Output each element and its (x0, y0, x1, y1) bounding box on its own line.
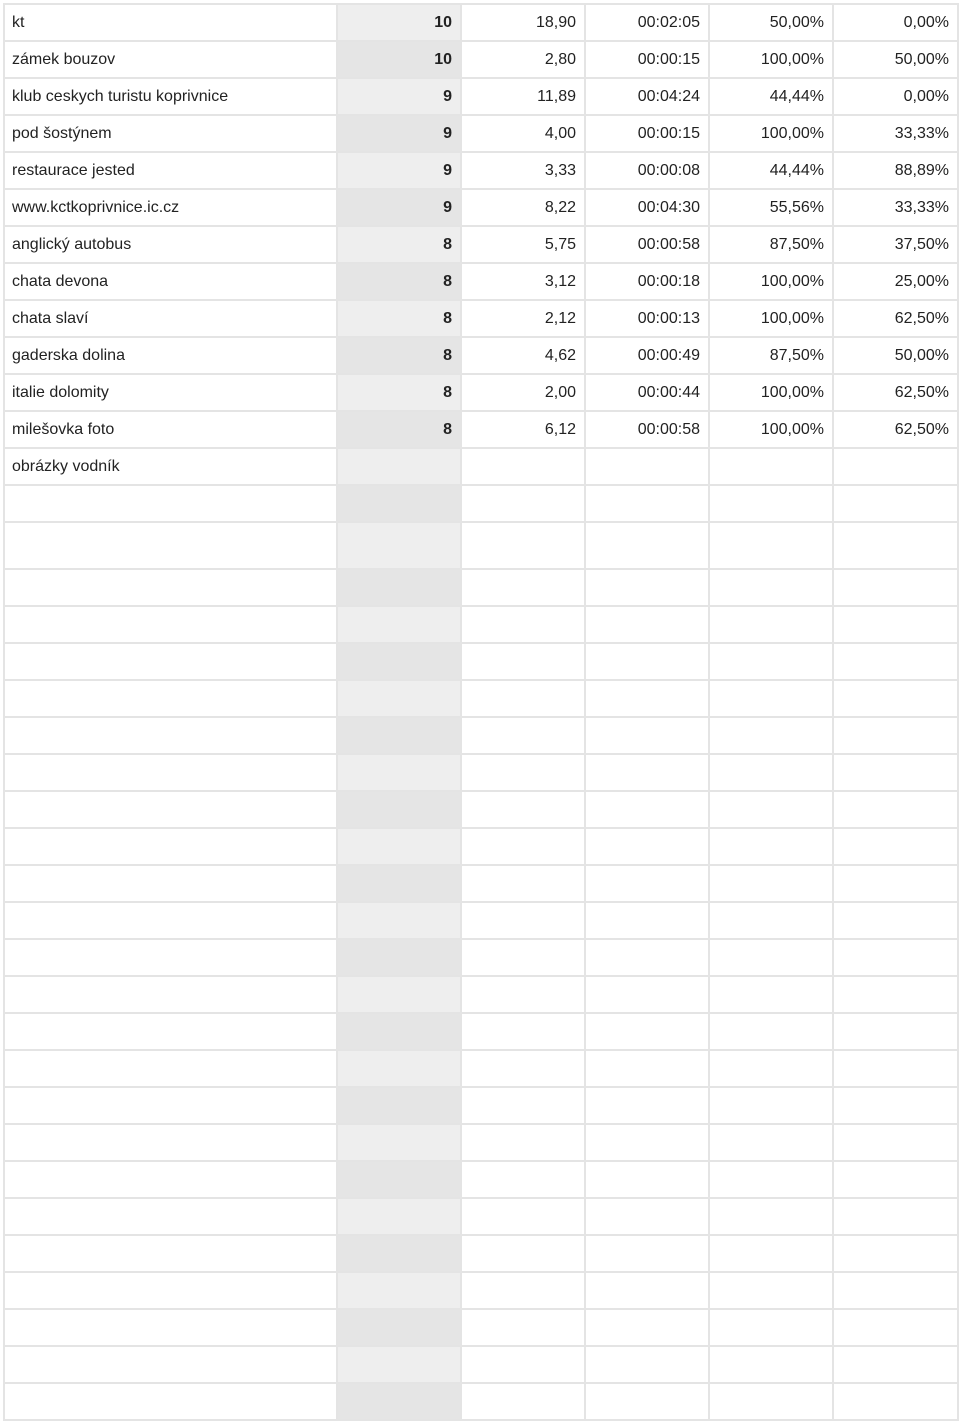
pages-per-visit-cell: 11,89 (461, 78, 585, 115)
empty-row (4, 680, 958, 717)
empty-cell (833, 643, 958, 680)
visits-cell: 9 (337, 78, 461, 115)
empty-cell (585, 865, 709, 902)
empty-row (4, 485, 958, 522)
empty-row (4, 1309, 958, 1346)
empty-cell (833, 1013, 958, 1050)
empty-cell (709, 1272, 833, 1309)
empty-cell (461, 1198, 585, 1235)
empty-row (4, 976, 958, 1013)
keyword-cell: pod šostýnem (4, 115, 337, 152)
empty-row (4, 606, 958, 643)
empty-cell (709, 754, 833, 791)
empty-row (4, 1050, 958, 1087)
empty-cell (461, 828, 585, 865)
pages-per-visit-cell: 6,12 (461, 411, 585, 448)
empty-cell (585, 1235, 709, 1272)
empty-cell (833, 522, 958, 569)
empty-cell (709, 1087, 833, 1124)
empty-row (4, 939, 958, 976)
empty-cell (461, 1235, 585, 1272)
empty-cell (4, 606, 337, 643)
table-row (4, 300, 958, 337)
empty-cell (4, 1383, 337, 1420)
empty-cell (337, 522, 461, 569)
empty-cell (709, 1346, 833, 1383)
empty-cell (4, 828, 337, 865)
visits-cell: 8 (337, 300, 461, 337)
empty-cell (337, 717, 461, 754)
new-visits-cell: 100,00% (709, 300, 833, 337)
table-row (4, 152, 958, 189)
empty-cell (337, 643, 461, 680)
empty-row (4, 569, 958, 606)
empty-cell (4, 902, 337, 939)
keyword-cell: anglický autobus (4, 226, 337, 263)
empty-cell (4, 1161, 337, 1198)
empty-cell (337, 754, 461, 791)
empty-cell (4, 939, 337, 976)
empty-cell (461, 939, 585, 976)
empty-cell (833, 1346, 958, 1383)
visits-cell: 8 (337, 337, 461, 374)
empty-cell (337, 939, 461, 976)
empty-row (4, 1087, 958, 1124)
empty-row (4, 1235, 958, 1272)
empty-cell (461, 1272, 585, 1309)
pages-per-visit-cell: 3,33 (461, 152, 585, 189)
pages-per-visit-cell: 2,00 (461, 374, 585, 411)
empty-cell (709, 1013, 833, 1050)
empty-row (4, 1272, 958, 1309)
avg-time-cell: 00:00:08 (585, 152, 709, 189)
new-visits-cell: 50,00% (709, 4, 833, 41)
empty-cell (461, 754, 585, 791)
avg-time-cell: 00:00:15 (585, 41, 709, 78)
avg-time-cell (585, 448, 709, 485)
keyword-cell: chata devona (4, 263, 337, 300)
empty-cell (4, 791, 337, 828)
table-row (4, 411, 958, 448)
new-visits-cell: 87,50% (709, 226, 833, 263)
empty-cell (337, 1346, 461, 1383)
bounce-rate-cell: 0,00% (833, 78, 958, 115)
empty-cell (337, 902, 461, 939)
empty-cell (709, 1309, 833, 1346)
avg-time-cell: 00:00:15 (585, 115, 709, 152)
empty-cell (4, 865, 337, 902)
bounce-rate-cell: 37,50% (833, 226, 958, 263)
empty-cell (4, 522, 337, 569)
new-visits-cell: 100,00% (709, 374, 833, 411)
table-row (4, 263, 958, 300)
empty-cell (833, 1050, 958, 1087)
empty-cell (337, 976, 461, 1013)
empty-row (4, 1383, 958, 1420)
empty-cell (833, 1235, 958, 1272)
avg-time-cell: 00:00:13 (585, 300, 709, 337)
visits-cell: 9 (337, 115, 461, 152)
empty-cell (461, 1087, 585, 1124)
empty-row (4, 791, 958, 828)
table-row (4, 374, 958, 411)
avg-time-cell: 00:00:18 (585, 263, 709, 300)
empty-cell (461, 902, 585, 939)
empty-cell (833, 717, 958, 754)
pages-per-visit-cell: 5,75 (461, 226, 585, 263)
empty-cell (4, 1050, 337, 1087)
empty-cell (833, 1272, 958, 1309)
new-visits-cell: 100,00% (709, 115, 833, 152)
table-row (4, 226, 958, 263)
keyword-stats-table (3, 3, 959, 1421)
new-visits-cell: 100,00% (709, 41, 833, 78)
empty-cell (337, 1235, 461, 1272)
empty-cell (337, 828, 461, 865)
empty-cell (585, 1272, 709, 1309)
empty-cell (585, 1198, 709, 1235)
visits-cell: 9 (337, 189, 461, 226)
empty-cell (709, 680, 833, 717)
bounce-rate-cell: 50,00% (833, 41, 958, 78)
table-row (4, 4, 958, 41)
empty-cell (337, 1013, 461, 1050)
empty-cell (709, 828, 833, 865)
avg-time-cell: 00:00:44 (585, 374, 709, 411)
empty-cell (337, 865, 461, 902)
empty-cell (585, 976, 709, 1013)
empty-cell (833, 791, 958, 828)
empty-cell (709, 791, 833, 828)
empty-cell (585, 717, 709, 754)
empty-cell (4, 1272, 337, 1309)
empty-cell (709, 522, 833, 569)
avg-time-cell: 00:02:05 (585, 4, 709, 41)
avg-time-cell: 00:00:49 (585, 337, 709, 374)
empty-cell (461, 791, 585, 828)
keyword-cell: chata slaví (4, 300, 337, 337)
empty-cell (833, 828, 958, 865)
empty-cell (833, 680, 958, 717)
empty-cell (337, 1124, 461, 1161)
empty-cell (461, 1383, 585, 1420)
empty-cell (337, 1383, 461, 1420)
empty-cell (709, 1161, 833, 1198)
keyword-cell: italie dolomity (4, 374, 337, 411)
empty-row (4, 754, 958, 791)
empty-cell (4, 569, 337, 606)
empty-cell (461, 569, 585, 606)
empty-cell (461, 1050, 585, 1087)
table-row (4, 78, 958, 115)
empty-cell (461, 522, 585, 569)
empty-cell (833, 976, 958, 1013)
visits-cell: 10 (337, 4, 461, 41)
empty-cell (585, 828, 709, 865)
empty-cell (461, 1346, 585, 1383)
empty-cell (709, 485, 833, 522)
empty-cell (709, 1198, 833, 1235)
visits-cell: 8 (337, 374, 461, 411)
pages-per-visit-cell: 2,80 (461, 41, 585, 78)
empty-cell (709, 643, 833, 680)
keyword-cell: obrázky vodník (4, 448, 337, 485)
empty-cell (709, 1124, 833, 1161)
avg-time-cell: 00:04:30 (585, 189, 709, 226)
empty-cell (337, 680, 461, 717)
empty-cell (461, 680, 585, 717)
empty-cell (461, 606, 585, 643)
new-visits-cell (709, 448, 833, 485)
pages-per-visit-cell (461, 448, 585, 485)
pages-per-visit-cell: 3,12 (461, 263, 585, 300)
keyword-cell: restaurace jested (4, 152, 337, 189)
table-row (4, 189, 958, 226)
pages-per-visit-cell: 18,90 (461, 4, 585, 41)
bounce-rate-cell (833, 448, 958, 485)
new-visits-cell: 55,56% (709, 189, 833, 226)
empty-cell (4, 680, 337, 717)
empty-cell (337, 1087, 461, 1124)
empty-cell (709, 569, 833, 606)
empty-row (4, 643, 958, 680)
empty-cell (4, 717, 337, 754)
empty-cell (4, 976, 337, 1013)
empty-cell (585, 522, 709, 569)
empty-cell (709, 1050, 833, 1087)
bounce-rate-cell: 62,50% (833, 374, 958, 411)
empty-cell (461, 1309, 585, 1346)
empty-cell (833, 1309, 958, 1346)
empty-row (4, 522, 958, 569)
keyword-cell: zámek bouzov (4, 41, 337, 78)
bounce-rate-cell: 88,89% (833, 152, 958, 189)
empty-cell (709, 1383, 833, 1420)
empty-cell (337, 1272, 461, 1309)
empty-cell (461, 1161, 585, 1198)
new-visits-cell: 100,00% (709, 263, 833, 300)
empty-row (4, 1013, 958, 1050)
keyword-cell: kt (4, 4, 337, 41)
empty-cell (461, 485, 585, 522)
empty-cell (585, 1383, 709, 1420)
empty-cell (461, 1124, 585, 1161)
bounce-rate-cell: 50,00% (833, 337, 958, 374)
empty-cell (585, 643, 709, 680)
empty-cell (585, 1124, 709, 1161)
avg-time-cell: 00:00:58 (585, 226, 709, 263)
empty-cell (337, 1309, 461, 1346)
table-row (4, 115, 958, 152)
empty-cell (585, 1346, 709, 1383)
empty-cell (4, 1087, 337, 1124)
bounce-rate-cell: 33,33% (833, 115, 958, 152)
empty-row (4, 902, 958, 939)
keyword-cell: www.kctkoprivnice.ic.cz (4, 189, 337, 226)
empty-cell (833, 606, 958, 643)
empty-cell (4, 1309, 337, 1346)
empty-cell (833, 865, 958, 902)
empty-cell (833, 754, 958, 791)
empty-row (4, 1346, 958, 1383)
empty-cell (585, 1161, 709, 1198)
empty-cell (4, 1198, 337, 1235)
empty-cell (461, 976, 585, 1013)
visits-cell: 8 (337, 226, 461, 263)
pages-per-visit-cell: 8,22 (461, 189, 585, 226)
empty-cell (709, 976, 833, 1013)
empty-cell (461, 643, 585, 680)
bounce-rate-cell: 25,00% (833, 263, 958, 300)
empty-cell (585, 1087, 709, 1124)
empty-cell (709, 606, 833, 643)
bounce-rate-cell: 33,33% (833, 189, 958, 226)
empty-cell (461, 865, 585, 902)
empty-row (4, 1198, 958, 1235)
empty-cell (337, 1050, 461, 1087)
keyword-cell: gaderska dolina (4, 337, 337, 374)
empty-cell (461, 717, 585, 754)
table-row (4, 337, 958, 374)
pages-per-visit-cell: 2,12 (461, 300, 585, 337)
keyword-cell: milešovka foto (4, 411, 337, 448)
empty-cell (4, 1235, 337, 1272)
empty-cell (337, 569, 461, 606)
empty-cell (833, 485, 958, 522)
empty-cell (337, 485, 461, 522)
empty-cell (585, 569, 709, 606)
pages-per-visit-cell: 4,62 (461, 337, 585, 374)
empty-cell (709, 1235, 833, 1272)
empty-cell (833, 939, 958, 976)
visits-cell: 10 (337, 41, 461, 78)
bounce-rate-cell: 0,00% (833, 4, 958, 41)
empty-cell (709, 717, 833, 754)
empty-row (4, 865, 958, 902)
empty-cell (337, 1198, 461, 1235)
keyword-cell: klub ceskych turistu koprivnice (4, 78, 337, 115)
table-row (4, 41, 958, 78)
empty-cell (337, 791, 461, 828)
new-visits-cell: 87,50% (709, 337, 833, 374)
empty-cell (4, 754, 337, 791)
empty-row (4, 717, 958, 754)
empty-cell (4, 485, 337, 522)
avg-time-cell: 00:00:58 (585, 411, 709, 448)
empty-cell (585, 1013, 709, 1050)
empty-cell (4, 643, 337, 680)
empty-cell (709, 865, 833, 902)
new-visits-cell: 44,44% (709, 78, 833, 115)
table-body (4, 4, 958, 1420)
empty-cell (833, 1198, 958, 1235)
empty-cell (709, 939, 833, 976)
visits-cell (337, 448, 461, 485)
empty-row (4, 1124, 958, 1161)
visits-cell: 9 (337, 152, 461, 189)
empty-cell (585, 1050, 709, 1087)
empty-row (4, 1161, 958, 1198)
empty-cell (585, 1309, 709, 1346)
empty-cell (833, 1087, 958, 1124)
empty-cell (337, 1161, 461, 1198)
empty-cell (709, 902, 833, 939)
empty-cell (585, 939, 709, 976)
new-visits-cell: 44,44% (709, 152, 833, 189)
empty-cell (337, 606, 461, 643)
empty-cell (833, 1124, 958, 1161)
empty-cell (585, 680, 709, 717)
empty-row (4, 828, 958, 865)
new-visits-cell: 100,00% (709, 411, 833, 448)
visits-cell: 8 (337, 411, 461, 448)
table-row (4, 448, 958, 485)
pages-per-visit-cell: 4,00 (461, 115, 585, 152)
empty-cell (585, 791, 709, 828)
empty-cell (4, 1124, 337, 1161)
empty-cell (585, 485, 709, 522)
empty-cell (833, 902, 958, 939)
empty-cell (4, 1346, 337, 1383)
empty-cell (585, 902, 709, 939)
empty-cell (4, 1013, 337, 1050)
bounce-rate-cell: 62,50% (833, 300, 958, 337)
empty-cell (585, 606, 709, 643)
empty-cell (585, 754, 709, 791)
empty-cell (833, 569, 958, 606)
empty-cell (833, 1383, 958, 1420)
bounce-rate-cell: 62,50% (833, 411, 958, 448)
empty-cell (461, 1013, 585, 1050)
avg-time-cell: 00:04:24 (585, 78, 709, 115)
empty-cell (833, 1161, 958, 1198)
visits-cell: 8 (337, 263, 461, 300)
